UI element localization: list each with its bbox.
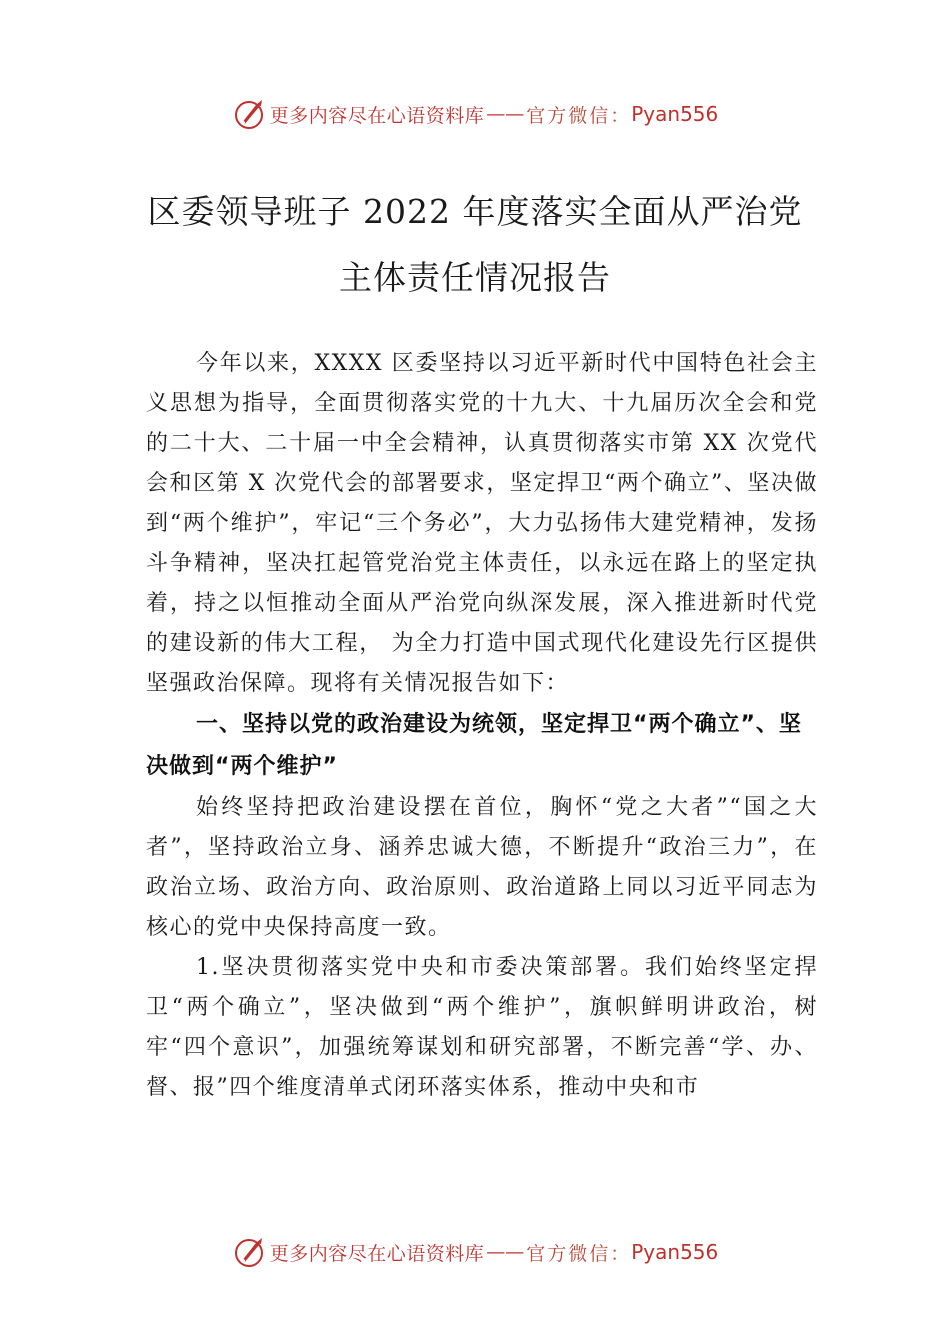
header-watermark xyxy=(0,94,950,134)
item-1-paragraph: 1.坚决贯彻落实党中央和市委决策部署。我们始终坚定捍卫“两个确立”，坚决做到“两个维护”，旗帜鲜明讲政治，树牢“四个意识”，加强统筹谋划和研究部署，不断完善“学、办、督、报”四个维度清单式闭环落实体系，推动中央和市 xyxy=(146,955,818,1100)
watermark-separator: —— xyxy=(486,1241,525,1263)
watermark-wechat-label: 官方微信： xyxy=(526,104,632,127)
watermark-text: 更多内容尽在心语资料库 xyxy=(269,1242,485,1265)
watermark-wechat-id: Pyan556 xyxy=(631,102,719,126)
section-1-paragraph: 始终坚持把政治建设摆在首位，胸怀“党之大者”“国之大者”，坚持政治立身、涵养忠诚大德，不断提升“政治三力”，在政治立场、政治方向、政治原则、政治道路上同以习近平同志为核心的党中央保持高度一致。 xyxy=(146,795,818,940)
section-1-heading: 一、坚持以党的政治建设为统领，坚定捍卫“两个确立”、坚决做到“两个维护” xyxy=(146,712,802,779)
watermark-separator: —— xyxy=(486,103,525,125)
document-body xyxy=(146,344,818,1108)
document-title-line-2: 主体责任情况报告 xyxy=(339,258,611,297)
watermark-text: 更多内容尽在心语资料库 xyxy=(269,104,485,127)
watermark-wechat-label: 官方微信： xyxy=(526,1242,632,1265)
quill-pen-logo-icon xyxy=(232,1235,266,1269)
intro-paragraph: 今年以来，XXXX 区委坚持以习近平新时代中国特色社会主义思想为指导，全面贯彻落实党的十九大、十九届历次全会和党的二十大、二十届一中全会精神，认真贯彻落实市第 XX 次党代会和区第 X 次党代会的部署要求，坚定捍卫“两个确立”、坚决做到“两个维护”，牢记“三个务必”，大力弘扬伟大建党精神，发扬斗争精神，坚决扛起管党治党主体责任，以永远在路上的坚定执着，持之以恒推动全面从严治党向纵深发展，深入推进新时代党的建设新的伟大工程， 为全力打造中国式现代化建设先行区提供坚强政治保障。现将有关情况报告如下： xyxy=(146,351,818,696)
quill-pen-logo-icon xyxy=(232,97,266,131)
footer-watermark xyxy=(0,1232,950,1272)
document-title-line-1: 区委领导班子 2022 年度落实全面从严治党 xyxy=(147,192,803,231)
watermark-wechat-id: Pyan556 xyxy=(631,1240,719,1264)
